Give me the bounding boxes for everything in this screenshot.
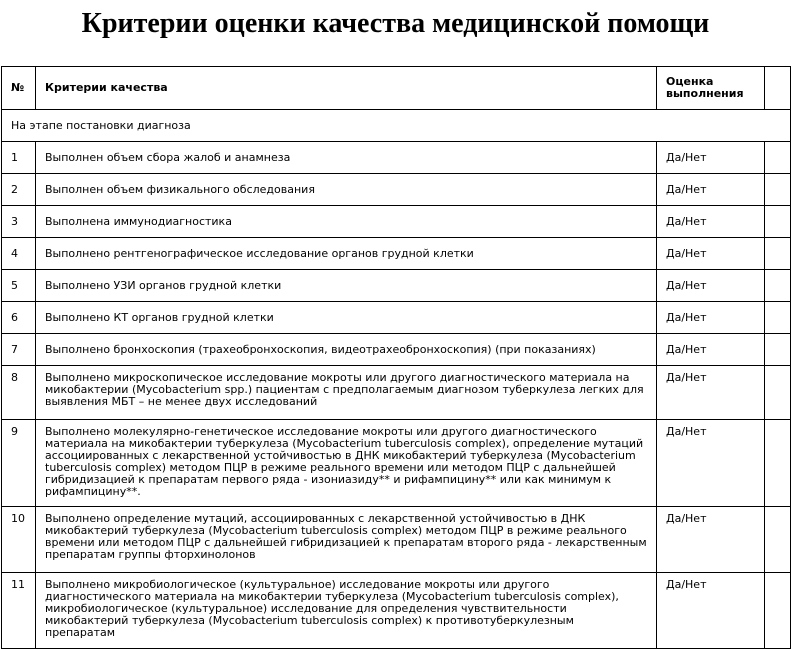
header-criterion: Критерии качества [36,67,657,110]
header-evaluation: Оценка выполнения [657,67,765,110]
table-row [2,507,791,573]
table-row [2,238,791,270]
row-extra [765,420,791,507]
table-header-row [2,67,791,110]
criteria-table [1,66,791,649]
table-row [2,302,791,334]
row-extra [765,302,791,334]
row-extra [765,174,791,206]
row-number: 3 [2,206,36,238]
row-evaluation: Да/Нет [657,238,765,270]
row-number: 11 [2,573,36,649]
row-number: 5 [2,270,36,302]
row-criterion: Выполнено бронхоскопия (трахеобронхоскопия, видеотрахеобронхоскопия) (при показаниях) [36,334,657,366]
row-extra [765,334,791,366]
table-row [2,174,791,206]
header-number: № [2,67,36,110]
row-criterion: Выполнен объем сбора жалоб и анамнеза [36,142,657,174]
section-label: На этапе постановки диагноза [2,110,791,142]
row-number: 6 [2,302,36,334]
row-number: 2 [2,174,36,206]
table-row [2,334,791,366]
row-criterion: Выполнено УЗИ органов грудной клетки [36,270,657,302]
row-evaluation: Да/Нет [657,366,765,420]
row-evaluation: Да/Нет [657,174,765,206]
row-extra [765,142,791,174]
row-evaluation: Да/Нет [657,334,765,366]
section-row [2,110,791,142]
row-criterion: Выполнена иммунодиагностика [36,206,657,238]
row-extra [765,238,791,270]
row-criterion: Выполнено определение мутаций, ассоциированных с лекарственной устойчивостью в ДНК микобактерий туберкулеза (Mycobacterium tuberculosis complex) методом ПЦР в режиме реального времени или методом ПЦР с дальнейшей гибридизацией к препаратам второго ряда - лекарственным препаратам группы фторхинолонов [36,507,657,573]
row-extra [765,366,791,420]
page-title: Критерии оценки качества медицинской помощи [81,8,710,39]
row-extra [765,573,791,649]
row-evaluation: Да/Нет [657,302,765,334]
row-number: 4 [2,238,36,270]
row-number: 10 [2,507,36,573]
table-row [2,206,791,238]
row-criterion: Выполнено молекулярно-генетическое исследование мокроты или другого диагностического материала на микобактерии туберкулеза (Mycobacterium tuberculosis complex), определение мутаций ассоциированных с лекарственной устойчивостью в ДНК микобактерий туберкулеза (Mycobacterium tuberculosis complex) методом ПЦР в режиме реального времени или методом ПЦР с дальнейшей гибридизацией к препаратам первого ряда - изониазиду** и рифампицину** или как минимум к рифампицину**. [36,420,657,507]
row-number: 1 [2,142,36,174]
row-extra [765,206,791,238]
table-row [2,420,791,507]
row-extra [765,270,791,302]
row-number: 9 [2,420,36,507]
row-evaluation: Да/Нет [657,573,765,649]
row-criterion: Выполнено микробиологическое (культуральное) исследование мокроты или другого диагностического материала на микобактерии туберкулеза (Mycobacterium tuberculosis complex), микробиологическое (культуральное) исследование для определения чувствительности микобактерий туберкулеза (Mycobacterium tuberculosis complex) к противотуберкулезным препаратам [36,573,657,649]
row-evaluation: Да/Нет [657,270,765,302]
row-criterion: Выполнено рентгенографическое исследование органов грудной клетки [36,238,657,270]
row-extra [765,507,791,573]
row-evaluation: Да/Нет [657,142,765,174]
row-evaluation: Да/Нет [657,206,765,238]
table-row [2,573,791,649]
row-criterion: Выполнено КТ органов грудной клетки [36,302,657,334]
header-extra [765,67,791,110]
row-evaluation: Да/Нет [657,420,765,507]
table-row [2,366,791,420]
row-criterion: Выполнен объем физикального обследования [36,174,657,206]
row-evaluation: Да/Нет [657,507,765,573]
row-criterion: Выполнено микроскопическое исследование мокроты или другого диагностического материала на микобактерии (Mycobacterium spp.) пациентам с предполагаемым диагнозом туберкулеза легких для выявления МБТ – не менее двух исследований [36,366,657,420]
row-number: 7 [2,334,36,366]
table-row [2,142,791,174]
table-row [2,270,791,302]
row-number: 8 [2,366,36,420]
